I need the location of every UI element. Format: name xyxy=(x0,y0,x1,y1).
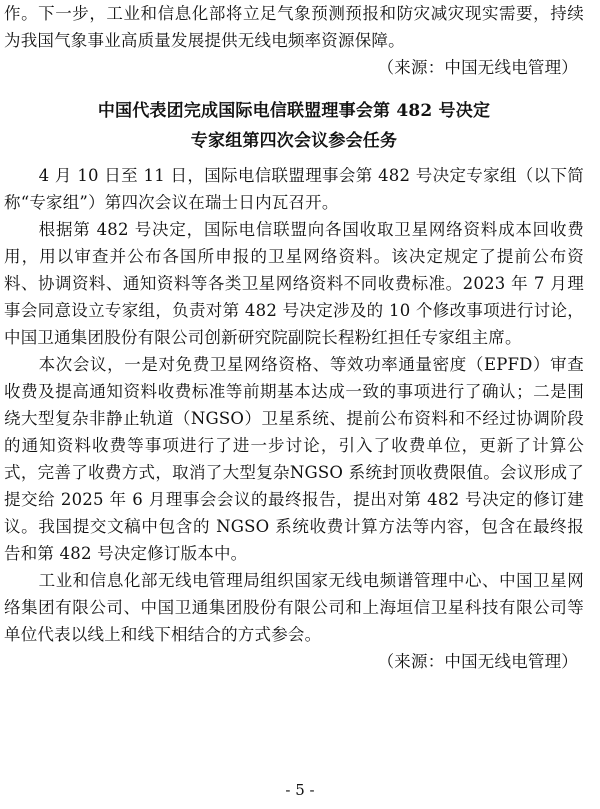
page-content xyxy=(4,0,584,675)
article2-paragraph-3: 本次会议，一是对免费卫星网络资格、等效功率通量密度（EPFD）审查收费及提高通知资料收费标准等前期基本达成一致的事项进行了确认；二是围绕大型复杂非静止轨道（NGSO）卫星系统、提前公布资料和不经过协调阶段的通知资料收费等事项进行了进一步讨论，引入了收费单位，更新了计算公式，完善了收费方式，取消了大型复杂NGSO 系统封顶收费限值。会议形成了提交给 2025 年 6 月理事会会议的最终报告，提出对第 482 号决定的修订建议。我国提交文稿中包含的 NGSO 系统收费计算方法等内容，包含在最终报告和第 482 号决定修订版本中。 xyxy=(4,355,584,563)
article2-source: （来源：中国无线电管理） xyxy=(377,652,578,671)
article2-title-line1: 中国代表团完成国际电信联盟理事会第 482 号决定 xyxy=(97,101,491,121)
article2-paragraph-2: 根据第 482 号决定，国际电信联盟向各国收取卫星网络资料成本回收费用，用以审查并公布各国所申报的卫星网络资料。该决定规定了提前公布资料、协调资料、通知资料等各类卫星网络资料不同收费标准。2023 年 7 月理事会同意设立专家组，负责对第 482 号决定涉及的 10 个修改事项进行讨论，中国卫通集团股份有限公司创新研究院副院长程粉红担任专家组主席。 xyxy=(4,220,584,347)
article2-paragraph-1: 4 月 10 日至 11 日，国际电信联盟理事会第 482 号决定专家组（以下简称“专家组”）第四次会议在瑞士日内瓦召开。 xyxy=(4,166,584,212)
article2-title-line2: 专家组第四次会议参会任务 xyxy=(190,131,398,151)
article2-heading xyxy=(4,96,584,156)
article1-source: （来源：中国无线电管理） xyxy=(377,58,578,77)
article2-paragraph-4: 工业和信息化部无线电管理局组织国家无线电频谱管理中心、中国卫星网络集团有限公司、中国卫通集团股份有限公司和上海垣信卫星科技有限公司等单位代表以线上和线下相结合的方式参会。 xyxy=(4,571,584,644)
page-number: - 5 - xyxy=(285,781,315,799)
article1-paragraph-tail: 作。下一步，工业和信息化部将立足气象预测预报和防灾减灾现实需要，持续为我国气象事业高质量发展提供无线电频率资源保障。 xyxy=(4,4,584,50)
